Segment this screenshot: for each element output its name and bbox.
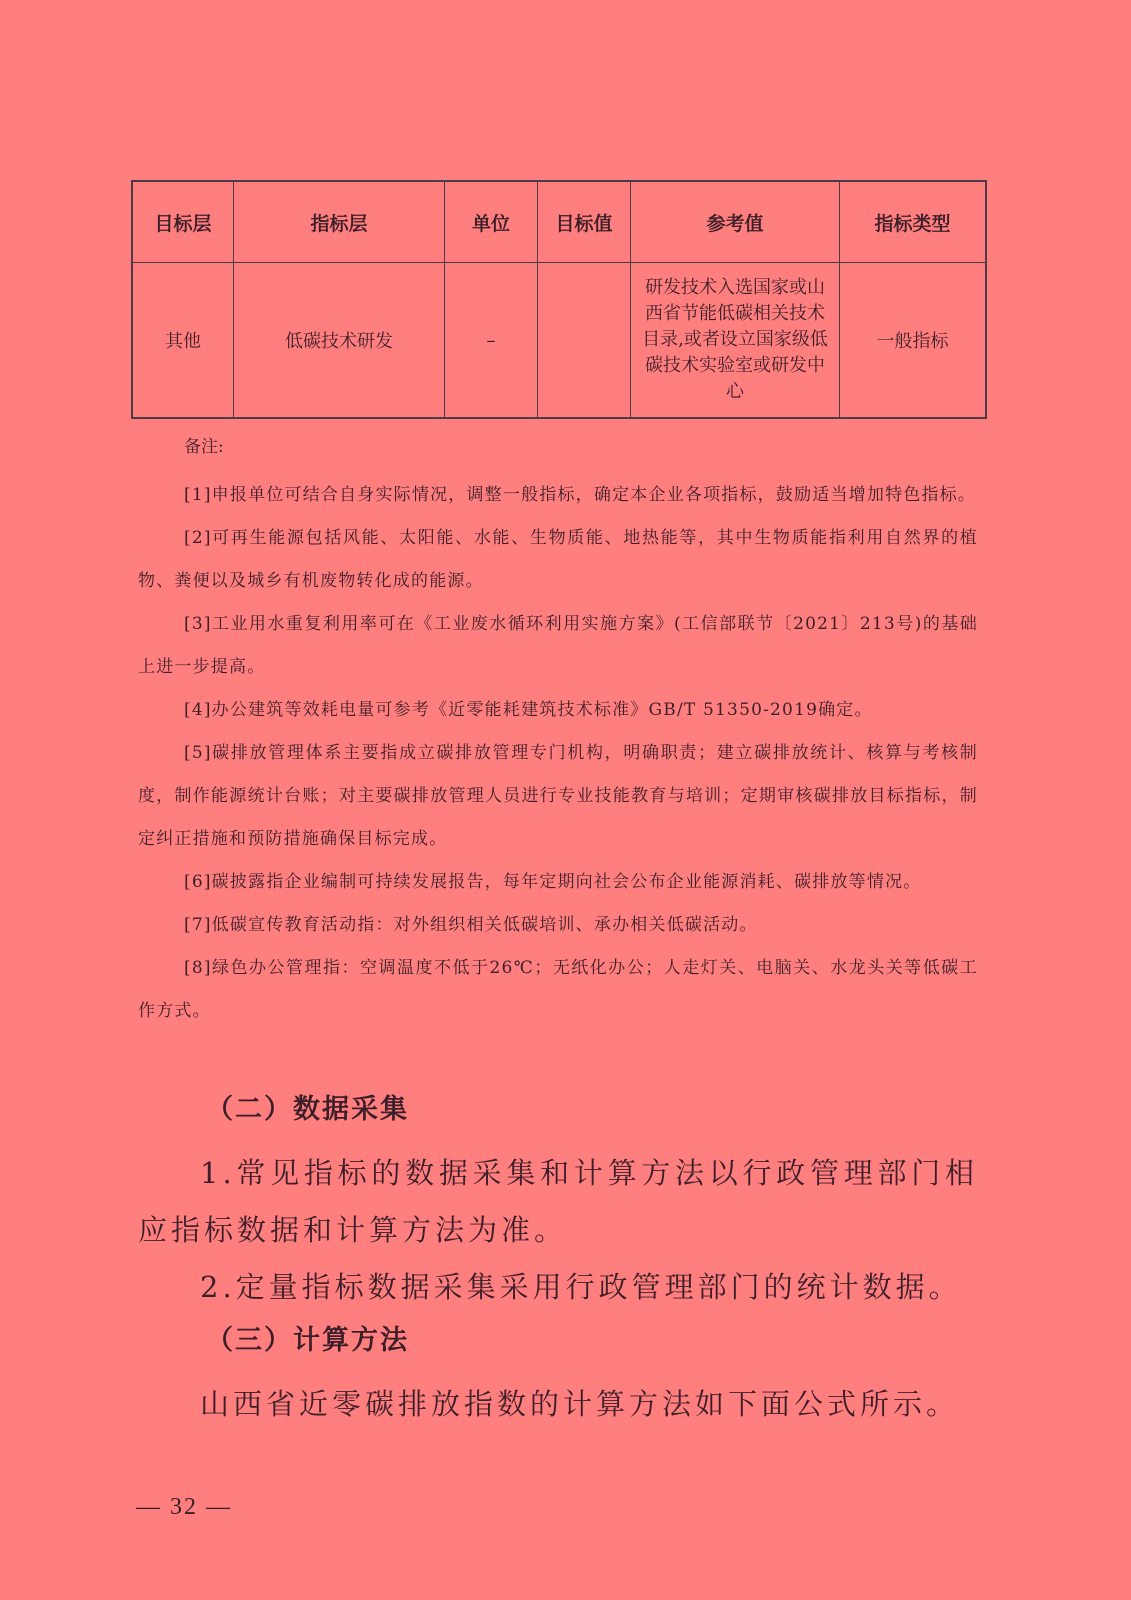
note-item: [6]碳披露指企业编制可持续发展报告，每年定期向社会公布企业能源消耗、碳排放等情况。 [184,872,922,892]
col-header-target-layer: 目标层 [132,181,234,263]
body-section [138,1085,978,1433]
page-number: — 32 — [136,1494,232,1520]
cell-reference-value: 研发技术入选国家或山西省节能低碳相关技术目录,或者设立国家级低碳技术实验室或研发中心 [631,263,840,419]
cell-indicator-type: 一般指标 [840,263,987,419]
table-header-row [132,181,986,263]
paragraph: 1.常见指标的数据采集和计算方法以行政管理部门相应指标数据和计算方法为准。 [138,1156,978,1247]
col-header-indicator-layer: 指标层 [234,181,445,263]
section-heading-calculation-method: （三）计算方法 [206,1325,409,1356]
paragraph: 山西省近零碳排放指数的计算方法如下面公式所示。 [200,1387,960,1421]
col-header-target-value: 目标值 [538,181,631,263]
cell-indicator-layer: 低碳技术研发 [234,263,445,419]
note-item: [4]办公建筑等效耗电量可参考《近零能耗建筑技术标准》GB/T 51350-2019确定。 [184,700,873,720]
note-item: [5]碳排放管理体系主要指成立碳排放管理专门机构，明确职责；建立碳排放统计、核算与考核制度，制作能源统计台账；对主要碳排放管理人员进行专业技能教育与培训；定期审核碳排放目标指标，制定纠正措施和预防措施确保目标完成。 [138,743,978,849]
note-item: [7]低碳宣传教育活动指：对外组织相关低碳培训、承办相关低碳活动。 [184,915,758,935]
note-item: [1]申报单位可结合自身实际情况，调整一般指标，确定本企业各项指标，鼓励适当增加特色指标。 [184,485,977,505]
paragraph: 2.定量指标数据采集采用行政管理部门的统计数据。 [200,1270,962,1304]
cell-target-value [538,263,631,419]
note-item: [3]工业用水重复利用率可在《工业废水循环利用实施方案》(工信部联节〔2021〕213号)的基础上进一步提高。 [138,614,978,677]
table-row [132,263,986,419]
col-header-unit: 单位 [445,181,538,263]
indicator-table [131,180,987,419]
note-item: [8]绿色办公管理指：空调温度不低于26℃；无纸化办公；人走灯关、电脑关、水龙头关等低碳工作方式。 [138,958,978,1021]
col-header-reference-value: 参考值 [631,181,840,263]
section-heading-data-collection: （二）数据采集 [206,1094,409,1125]
notes-heading: 备注: [184,437,224,457]
col-header-indicator-type: 指标类型 [840,181,987,263]
notes-section [138,432,978,1033]
note-item: [2]可再生能源包括风能、太阳能、水能、生物质能、地热能等，其中生物质能指利用自然界的植物、粪便以及城乡有机废物转化成的能源。 [138,528,978,591]
cell-unit: – [445,263,538,419]
cell-target-layer: 其他 [132,263,234,419]
